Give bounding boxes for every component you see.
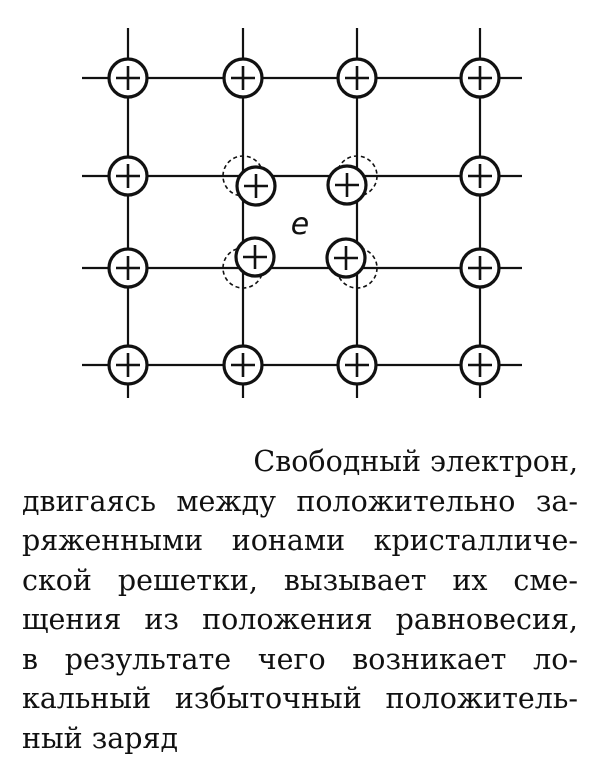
caption-line: ный заряд [22, 721, 179, 755]
caption-line: кальный избыточный положитель- [22, 682, 578, 715]
displaced-ion [236, 238, 274, 276]
ion [109, 249, 147, 287]
caption-line: Свободный электрон, [253, 445, 578, 478]
caption-line: двигаясь между положительно за- [22, 484, 578, 518]
figure-caption [22, 442, 578, 758]
ion [109, 346, 147, 384]
ion [224, 346, 262, 384]
ion [109, 59, 147, 97]
ion [224, 59, 262, 97]
displaced-ion [328, 166, 366, 204]
ion [109, 157, 147, 195]
ion [461, 59, 499, 97]
displaced-ion [237, 167, 275, 205]
ion [461, 346, 499, 384]
displaced-ion [327, 239, 365, 277]
ion [461, 249, 499, 287]
caption-line: в результате чего возникает ло- [22, 642, 578, 676]
ion [338, 59, 376, 97]
caption-line: ряженными ионами кристалличе- [22, 524, 578, 557]
electron-label: e [290, 207, 310, 242]
caption-line: щения из положения равновесия, [22, 603, 578, 636]
ion [338, 346, 376, 384]
ion [461, 157, 499, 195]
caption-line: ской решетки, вызывает их сме- [22, 563, 578, 597]
